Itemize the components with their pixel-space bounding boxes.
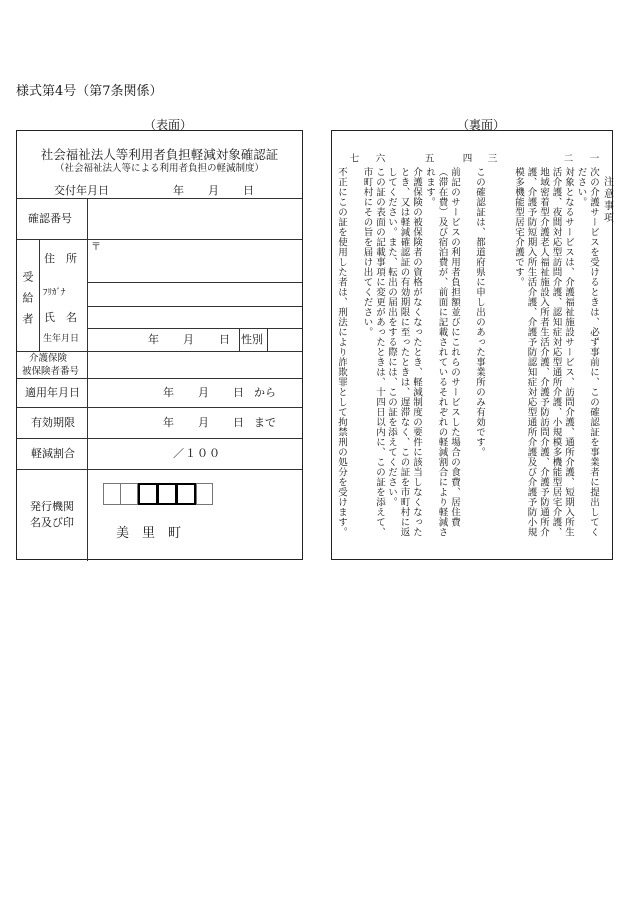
- birth-year-unit: 年: [148, 333, 159, 346]
- item-number-5: 五: [422, 153, 434, 163]
- item-text-1: 次の介護サービスを受けるときは、必ず事前に、この確認証を事業者に提出してください。: [575, 167, 599, 537]
- apply-month-unit: 月: [198, 386, 209, 399]
- item-number-7: 七: [347, 153, 359, 163]
- apply-day-unit: 日: [233, 386, 244, 399]
- stamp-box-6: [196, 483, 213, 505]
- postal-mark: 〒: [91, 242, 101, 253]
- card-title: 社会福祉法人等利用者負担軽減対象確認証: [40, 147, 279, 162]
- valid-month-unit: 月: [198, 416, 209, 429]
- stamp-box-3: [138, 483, 158, 505]
- name-label: 氏 名: [44, 311, 77, 324]
- confirmation-number-label: 確認番号: [28, 212, 72, 225]
- address-label: 住 所: [44, 252, 77, 265]
- notes-heading: 注意事項: [601, 176, 613, 224]
- apply-from-text: から: [254, 386, 276, 399]
- item-text-2: 対象となるサービスは、介護福祉施設サービス、訪問介護、通所介護、短期入所生活介護、夜間対応型訪問介護、認知症対応型通所介護、小規模多機能型居宅介護、地域密着型介護老人福祉施設入所者生活介護、介護予防訪問介護、介護予防通所介護、介護予防短期入所生活介護、介護予防認知症対応型通所介護及び介護予防小規模多機能型居宅介護です。: [513, 167, 574, 537]
- back-side-label: （裏面）: [457, 118, 506, 132]
- furigana-field[interactable]: [88, 283, 302, 306]
- issue-date-label: 交付年月日: [54, 184, 109, 197]
- stamp-box-4: [157, 483, 177, 505]
- insured-number-label-2: 被保険者番号: [22, 366, 80, 377]
- item-text-3: この確認証は、都道府県に申し出のあった事業所のみ有効です。: [474, 167, 485, 457]
- item-text-7: 不正にこの証を使用した者は、刑法により詐欺罪として拘禁刑の処分を受けます。: [336, 167, 347, 537]
- issuer-label-2: 名及び印: [30, 516, 74, 529]
- apply-date-label: 適用年月日: [25, 386, 80, 399]
- item-text-6: この証の表面の記載事項に変更があったときは、十四日以内に、この証を添えて、市町村にその旨を届け出てください。: [361, 167, 385, 537]
- apply-year-unit: 年: [163, 386, 174, 399]
- sex-field[interactable]: [268, 329, 302, 351]
- insured-number-field[interactable]: [88, 352, 302, 378]
- address-field[interactable]: [88, 240, 302, 282]
- item-text-5: 介護保険の被保険者の資格がなくなったとき、軽減制度の要件に該当しなくなったとき、又は軽減確認証の有効期限に至ったときは、遅滞なく、この証を市町村に返してください。また、転出の届出をする際には、この証を添えてください。: [386, 167, 422, 537]
- valid-day-unit: 日: [233, 416, 244, 429]
- name-field[interactable]: [88, 307, 302, 328]
- item-number-3: 三: [485, 153, 497, 163]
- reduction-rate-label: 軽減割合: [31, 447, 75, 460]
- birth-month-unit: 月: [183, 333, 194, 346]
- valid-until-label: 有効期限: [31, 416, 75, 429]
- back-card: [331, 130, 613, 560]
- item-number-4: 四: [460, 153, 472, 163]
- issue-year-unit: 年: [173, 184, 184, 197]
- issue-day-unit: 日: [243, 184, 254, 197]
- item-number-1: 一: [587, 153, 599, 163]
- card-subtitle: （社会福祉法人等による利用者負担の軽減制度）: [54, 163, 264, 174]
- sex-label: 性別: [241, 333, 263, 346]
- valid-year-unit: 年: [163, 416, 174, 429]
- stamp-box-1: [103, 483, 121, 505]
- insured-number-label-1: 介護保険: [29, 353, 68, 364]
- birthdate-label: 生年月日: [43, 334, 80, 344]
- stamp-box-5: [176, 483, 196, 505]
- front-side-label: （表面）: [144, 118, 193, 132]
- confirmation-number-field[interactable]: [88, 199, 302, 239]
- reduction-rate-value: ／１００: [173, 447, 221, 460]
- item-number-2: 二: [561, 153, 573, 163]
- birth-day-unit: 日: [219, 333, 230, 346]
- furigana-label: ﾌﾘｶﾞﾅ: [43, 288, 66, 298]
- recipient-label: 受給者: [21, 271, 34, 334]
- item-text-4: 前記のサービスの利用者負担額並びにこれらのサービスした場合の食費、居住費（滞在費）及び宿泊費が、前面に記載されているそれぞれの軽減割合により軽減されます。: [424, 167, 460, 537]
- issue-month-unit: 月: [208, 184, 219, 197]
- stamp-box-2: [121, 483, 138, 505]
- valid-until-text: まで: [254, 416, 276, 429]
- issuer-label-1: 発行機関: [30, 500, 74, 513]
- form-number-label: 様式第4号（第7条関係）: [16, 84, 163, 99]
- item-number-6: 六: [373, 153, 385, 163]
- issuer-name: 美 里 町: [116, 526, 182, 541]
